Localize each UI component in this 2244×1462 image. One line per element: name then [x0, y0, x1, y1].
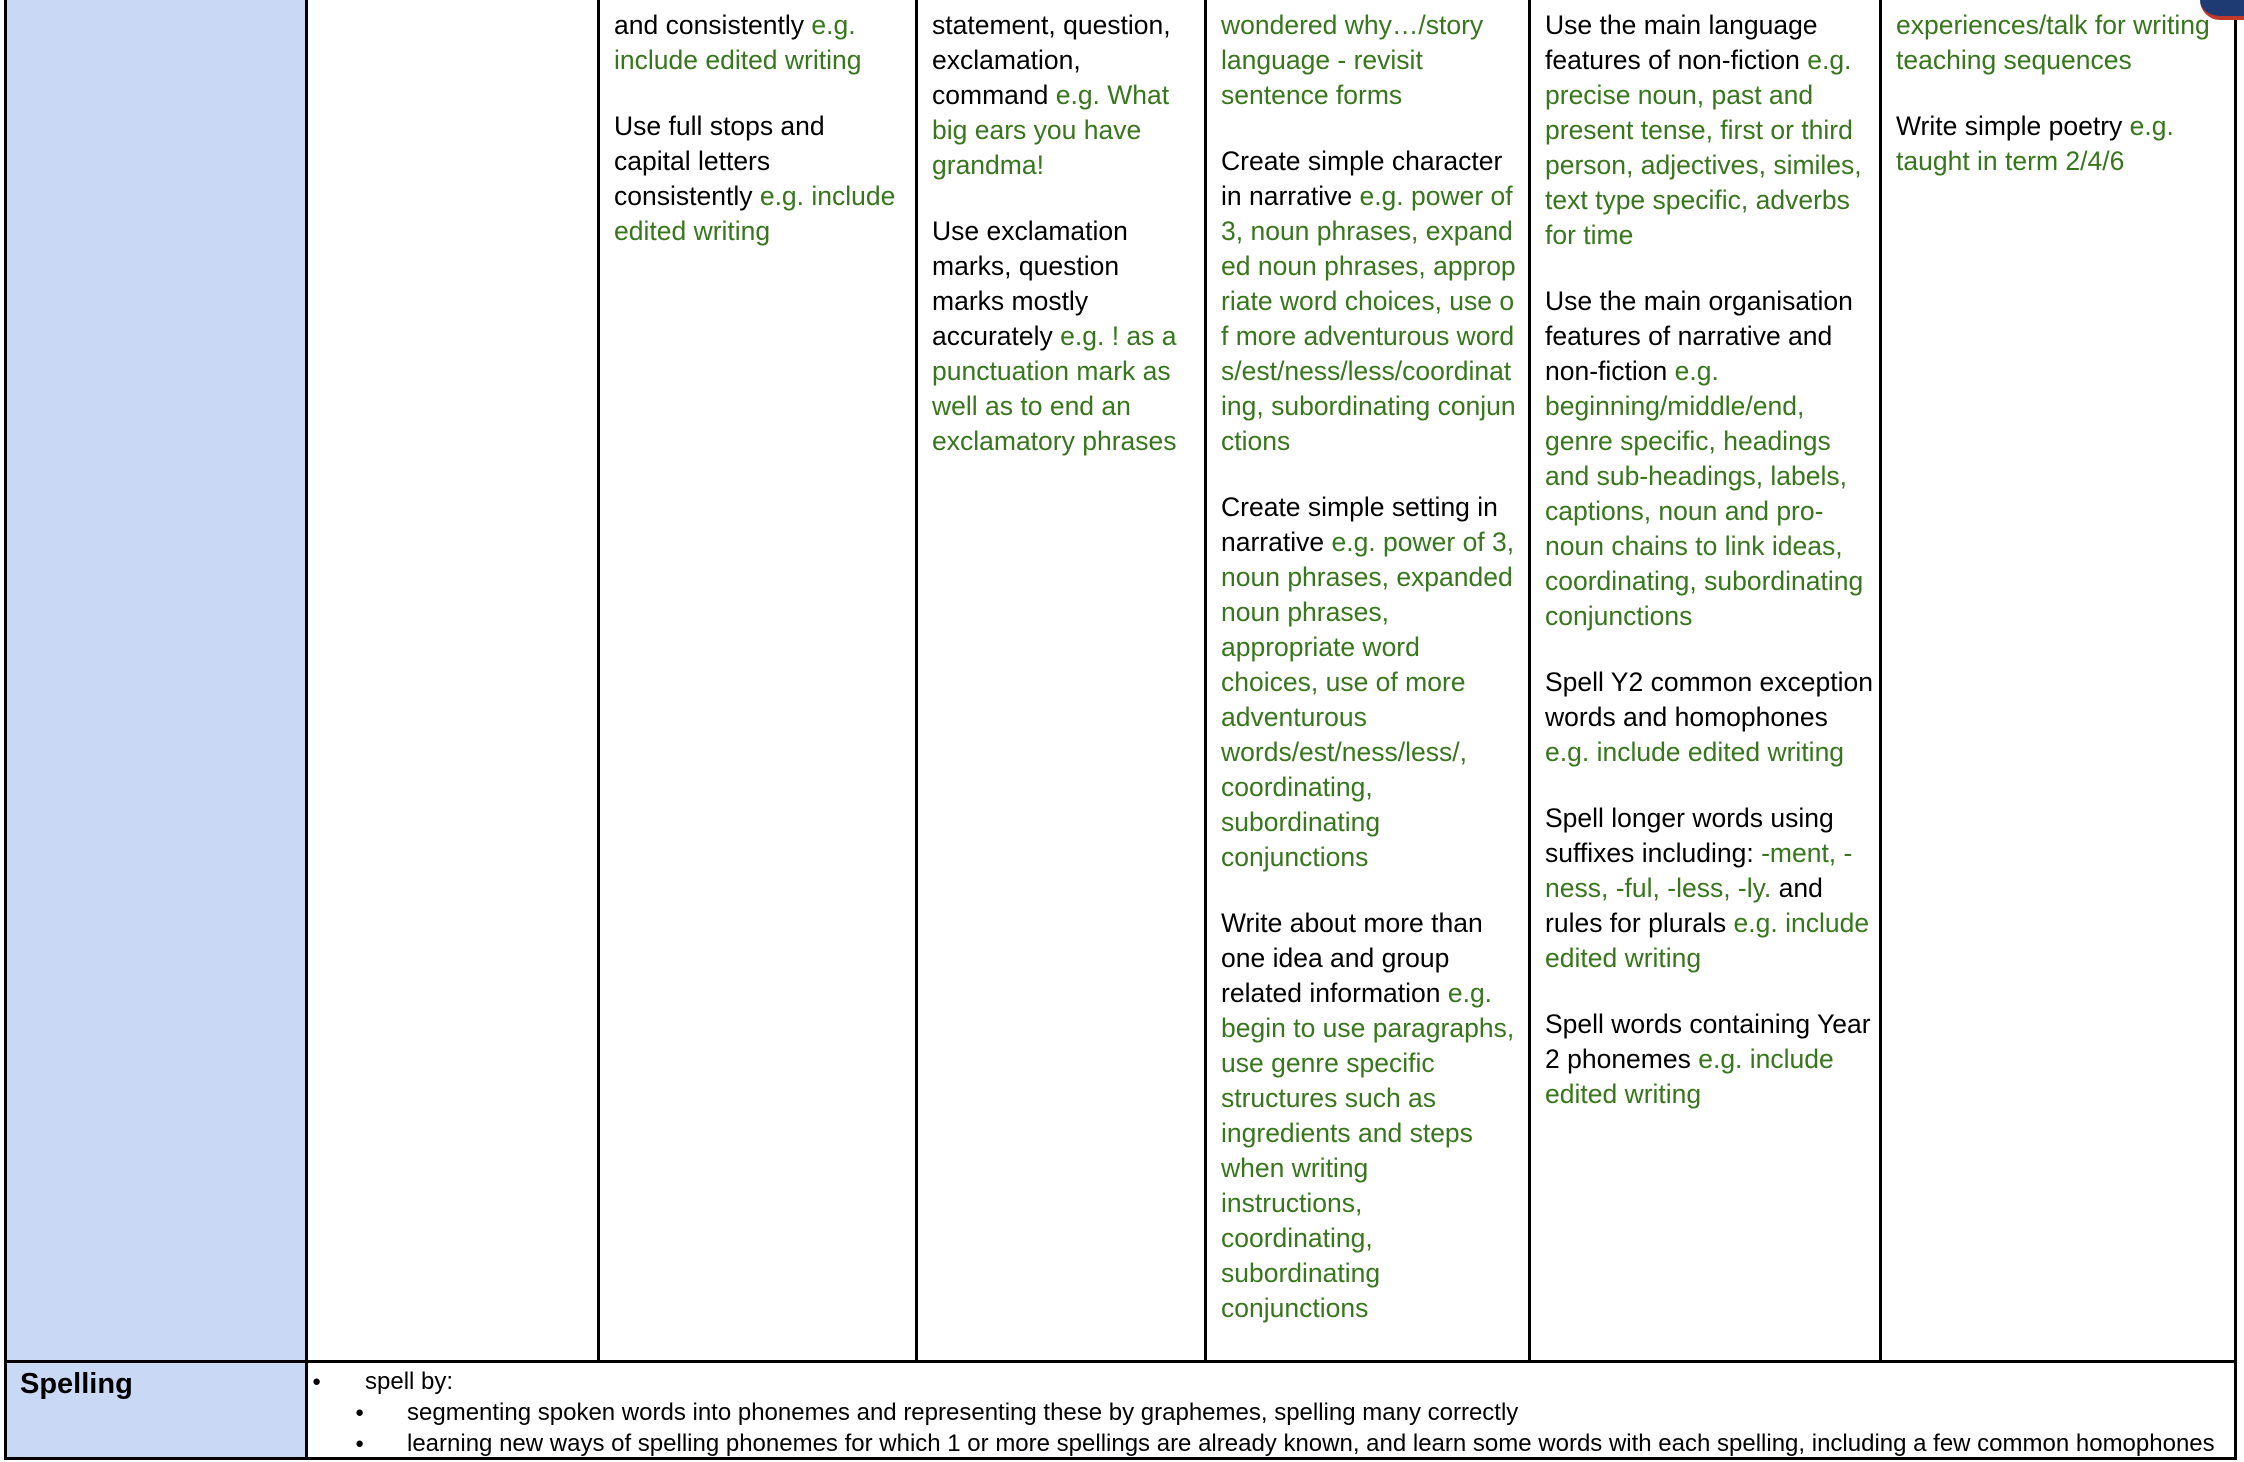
paragraph — [1221, 490, 1517, 875]
table-border-right — [2234, 0, 2237, 1460]
column-divider-4 — [1204, 0, 1207, 1363]
spelling-list — [310, 1366, 2215, 1459]
paragraph — [1545, 801, 1875, 976]
spelling-item-2: ● learning new ways of spelling phonemes for which 1 or more spellings are already known, and learn some words with each spelling, including a few common homophones — [310, 1428, 2215, 1459]
example-text: e.g. power of 3, noun phrases, expanded noun phrases, appropriate word choices, use of more adventurous words/est/ness/less/, coordinating, subordinating conjunctions — [1221, 527, 1515, 872]
paragraph — [1221, 906, 1517, 1326]
row-header-shade — [6, 0, 305, 1360]
paragraph — [614, 8, 899, 78]
example-text: e.g. include edited writing — [1545, 737, 1845, 767]
column-divider-6 — [1879, 0, 1882, 1363]
spelling-label: Spelling — [20, 1368, 133, 1400]
spelling-item-1: ● segmenting spoken words into phonemes and representing these by graphemes, spelling many correctly — [310, 1397, 2215, 1428]
cell-column-5 — [1221, 8, 1517, 1357]
objective-text: Write simple poetry — [1896, 111, 2130, 141]
objective-text: Use the main language features of non-fiction — [1545, 10, 1818, 75]
table-border-left — [4, 0, 7, 1460]
paragraph — [1221, 8, 1517, 113]
example-text: e.g. power of 3, noun phrases, expanded noun phrases, appropriate word choices, use of more adventurous words/est/ness/less/coordinating, subordinating conjunctions — [1221, 181, 1516, 456]
example-text: experiences/talk for writing teaching sequences — [1896, 10, 2210, 75]
column-divider-3 — [915, 0, 918, 1363]
objective-text: and consistently — [614, 10, 812, 40]
paragraph — [1545, 1007, 1875, 1112]
paragraph — [1545, 665, 1875, 770]
paragraph — [614, 109, 899, 249]
example-text: e.g. include edited writing — [1545, 1044, 1834, 1109]
column-divider-1 — [305, 0, 308, 1460]
paragraph — [1221, 144, 1517, 459]
paragraph — [1545, 8, 1875, 253]
spelling-intro: ● spell by: — [310, 1366, 2215, 1397]
paragraph — [932, 8, 1194, 183]
objective-text: Spell longer words using suffixes including: — [1545, 803, 1834, 868]
paragraph — [1545, 284, 1875, 634]
example-text: -ment, -ness, -ful, -less, -ly. — [1545, 838, 1853, 903]
objective-text: and rules for plurals — [1545, 873, 1823, 938]
cell-column-3 — [614, 8, 899, 280]
objective-text: Use exclamation marks, question marks mostly accurately — [932, 216, 1128, 351]
paragraph — [1896, 8, 2230, 78]
column-divider-2 — [597, 0, 600, 1363]
objective-text: Create simple character in narrative — [1221, 146, 1503, 211]
example-text: e.g. begin to use paragraphs, use genre specific structures such as ingredients and steps when writing instructions, coordinating, subordinating conjunctions — [1221, 978, 1515, 1323]
example-text: e.g. ! as a punctuation mark as well as to end an exclamatory phrases — [932, 321, 1177, 456]
objective-text: Use full stops and capital letters consistently — [614, 111, 825, 211]
objective-text: Create simple setting in narrative — [1221, 492, 1498, 557]
objective-text: Write about more than one idea and group related information — [1221, 908, 1483, 1008]
example-text: e.g. beginning/middle/end, genre specific, headings and sub-headings, labels, captions, noun and pro-noun chains to link ideas, coordinating, subordinating conjunctions — [1545, 356, 1864, 631]
cell-column-4 — [932, 8, 1194, 490]
objective-text: Spell words containing Year 2 phonemes — [1545, 1009, 1871, 1074]
column-divider-5 — [1528, 0, 1531, 1363]
example-text: e.g. What big ears you have grandma! — [932, 80, 1170, 180]
example-text: wondered why…/story language - revisit sentence forms — [1221, 10, 1484, 110]
example-text: e.g. include edited writing — [1545, 908, 1870, 973]
cell-column-7 — [1896, 8, 2230, 210]
paragraph — [932, 214, 1194, 459]
example-text: e.g. include edited writing — [614, 181, 896, 246]
objective-text: statement, question, exclamation, command — [932, 10, 1171, 110]
example-text: e.g. include edited writing — [614, 10, 862, 75]
example-text: e.g. taught in term 2/4/6 — [1896, 111, 2174, 176]
example-text: e.g. precise noun, past and present tense, first or third person, adjectives, similes, text type specific, adverbs for time — [1545, 45, 1862, 250]
objective-text: Use the main organisation features of narrative and non-fiction — [1545, 286, 1853, 386]
paragraph — [1896, 109, 2230, 179]
objective-text: Spell Y2 common exception words and homophones — [1545, 667, 1874, 732]
cell-column-6 — [1545, 8, 1875, 1143]
row-divider — [4, 1360, 2237, 1363]
